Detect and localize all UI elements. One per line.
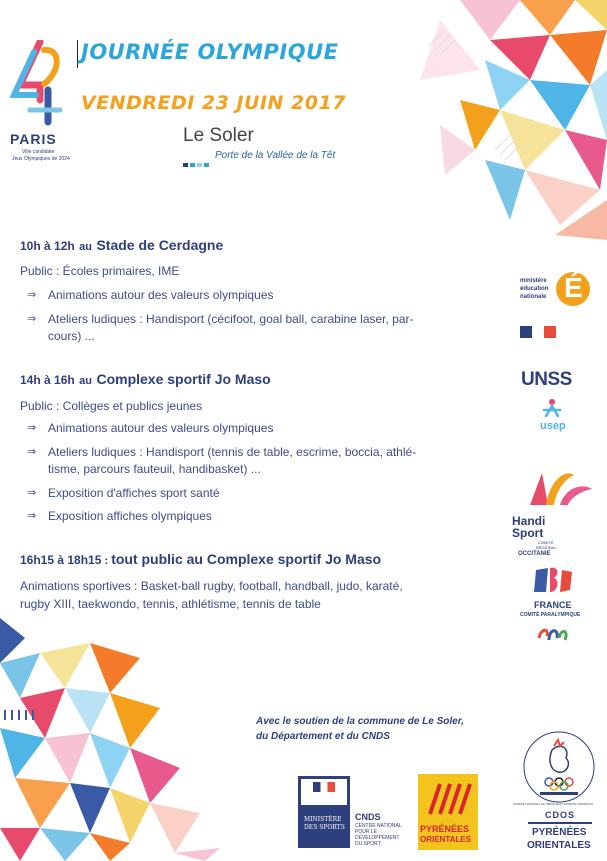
town-tagline: Porte de la Vallée de la Têt (215, 150, 336, 161)
support-line-2: du Département et du CNDS (256, 731, 390, 742)
marianne-small-flag (313, 782, 335, 792)
ministere-line-2: DES SPORTS (304, 824, 345, 831)
cnds-line-1: CENTRE NATIONAL (355, 823, 402, 829)
cdos-line-1: PYRÉNÉES (532, 827, 587, 838)
cnds-line-4: DU SPORT (355, 841, 381, 847)
session-1-public: Public : Écoles primaires, IME (20, 264, 180, 278)
session-2-item-1: ⇒ Animations autour des valeurs olympiques (27, 421, 274, 435)
paris-logo-caption-2: Jeux Olympiques de 2024 (12, 156, 70, 162)
session-2-connector: au (79, 375, 92, 387)
page-title: JOURNÉE OLYMPIQUE (81, 40, 339, 64)
paralympic-comite: COMITÉ PARALYMPIQUE (520, 612, 581, 618)
ministere-line-1: MINISTÈRE (304, 816, 342, 823)
pyrenees-line-1: PYRÉNÉES (420, 824, 470, 834)
town-name: Le Soler (183, 125, 254, 146)
education-logo-line-2: éducation (520, 286, 549, 292)
usep-logo: usep (540, 420, 566, 432)
cnds-line-2: POUR LE (355, 829, 377, 835)
session-1-heading (20, 237, 223, 255)
support-line-1: Avec le soutien de la commune de Le Soler, (256, 716, 464, 727)
marianne-flag (520, 326, 556, 338)
session-2-item-3: ⇒ Exposition d'affiches sport santé (27, 486, 220, 500)
session-3-line-2: rugby XIII, taekwondo, tennis, athlétisme, tennis de table (20, 597, 321, 611)
arrow-icon: ⇒ (27, 446, 37, 458)
handisport-line-4: RÉGIONAL (536, 545, 557, 550)
paralympic-france: FRANCE (534, 600, 572, 610)
paris-logo-text: PARIS (10, 131, 57, 147)
cdos-line-2: ORIENTALES (527, 840, 591, 851)
session-1-connector: au (79, 241, 92, 253)
cnds-name: CNDS (355, 812, 381, 822)
arrow-icon: ⇒ (27, 422, 37, 434)
usep-figure-icon (540, 398, 564, 420)
paralympic-flag-icon (534, 566, 574, 594)
decorative-triangles-top (400, 0, 607, 240)
session-1-item-2: ⇒ Ateliers ludiques : Handisport (cécifoot, goal ball, carabine laser, par- (27, 312, 414, 326)
pyrenees-orientales-logo (418, 774, 478, 850)
handisport-line-2: Sport (512, 526, 544, 540)
handisport-icon (522, 465, 594, 515)
arrow-icon: ⇒ (27, 510, 37, 522)
town-logo-squares (183, 154, 211, 172)
agitos-icon (535, 624, 571, 646)
cdos-rooster-emblem (522, 730, 596, 804)
session-1-time: 10h à 12h (20, 239, 75, 253)
arrow-icon: ⇒ (27, 487, 37, 499)
session-2-venue: Complexe sportif Jo Maso (96, 371, 271, 387)
arrow-icon: ⇒ (27, 313, 37, 325)
session-2-heading (20, 371, 271, 389)
education-logo-letter: É (564, 272, 583, 303)
session-2-time: 14h à 16h (20, 373, 75, 387)
education-logo-line-3: nationale (520, 294, 547, 300)
cdos-divider (528, 822, 592, 824)
session-3-line-1: Animations sportives : Basket-ball rugby, football, handball, judo, karaté, (20, 579, 403, 593)
session-2-item-2: ⇒ Ateliers ludiques : Handisport (tennis de table, escrime, boccia, athlé- (27, 445, 417, 459)
session-1-venue: Stade de Cerdagne (96, 237, 224, 253)
handisport-line-1: Handi (512, 514, 546, 528)
handisport-line-3: COMITÉ (538, 540, 554, 545)
paris-logo-caption-1: Ville candidate (22, 149, 55, 155)
handisport-line-5: OCCITANIE (518, 551, 551, 557)
cnds-line-3: DÉVELOPPEMENT (355, 835, 400, 841)
session-2-public: Public : Collèges et publics jeunes (20, 399, 203, 413)
session-3-time: 16h15 à 18h15 (20, 553, 102, 567)
session-2-item-2-cont: tisme, parcours fauteuil, handibasket) ... (48, 462, 261, 476)
education-nationale-logo (520, 268, 590, 348)
session-3-venue: tout public au Complexe sportif Jo Maso (111, 551, 382, 567)
pyrenees-line-2: ORIENTALES (420, 835, 471, 844)
cdos-arc-text: COMITÉ NATIONAL OLYMPIQUE ET SPORTIF FRANÇAIS (512, 802, 593, 806)
session-3-connector: : (101, 555, 112, 567)
event-date: VENDREDI 23 JUIN 2017 (81, 92, 346, 114)
arrow-icon: ⇒ (27, 289, 37, 301)
text-cursor (77, 40, 78, 68)
session-3-heading (20, 551, 381, 569)
session-2-item-4: ⇒ Exposition affiches olympiques (27, 509, 212, 523)
education-logo-line-1: ministère (520, 278, 547, 284)
paris-2024-logo (10, 40, 70, 128)
unss-logo: UNSS (521, 369, 572, 390)
session-1-item-1: ⇒ Animations autour des valeurs olympiques (27, 288, 274, 302)
ministere-sports-logo (298, 776, 350, 848)
catalan-stripes-icon (424, 780, 472, 816)
cdos-name: CDOS (545, 810, 576, 820)
session-1-item-2-cont: cours) ... (48, 329, 95, 343)
decorative-triangles-bottom (0, 618, 260, 861)
